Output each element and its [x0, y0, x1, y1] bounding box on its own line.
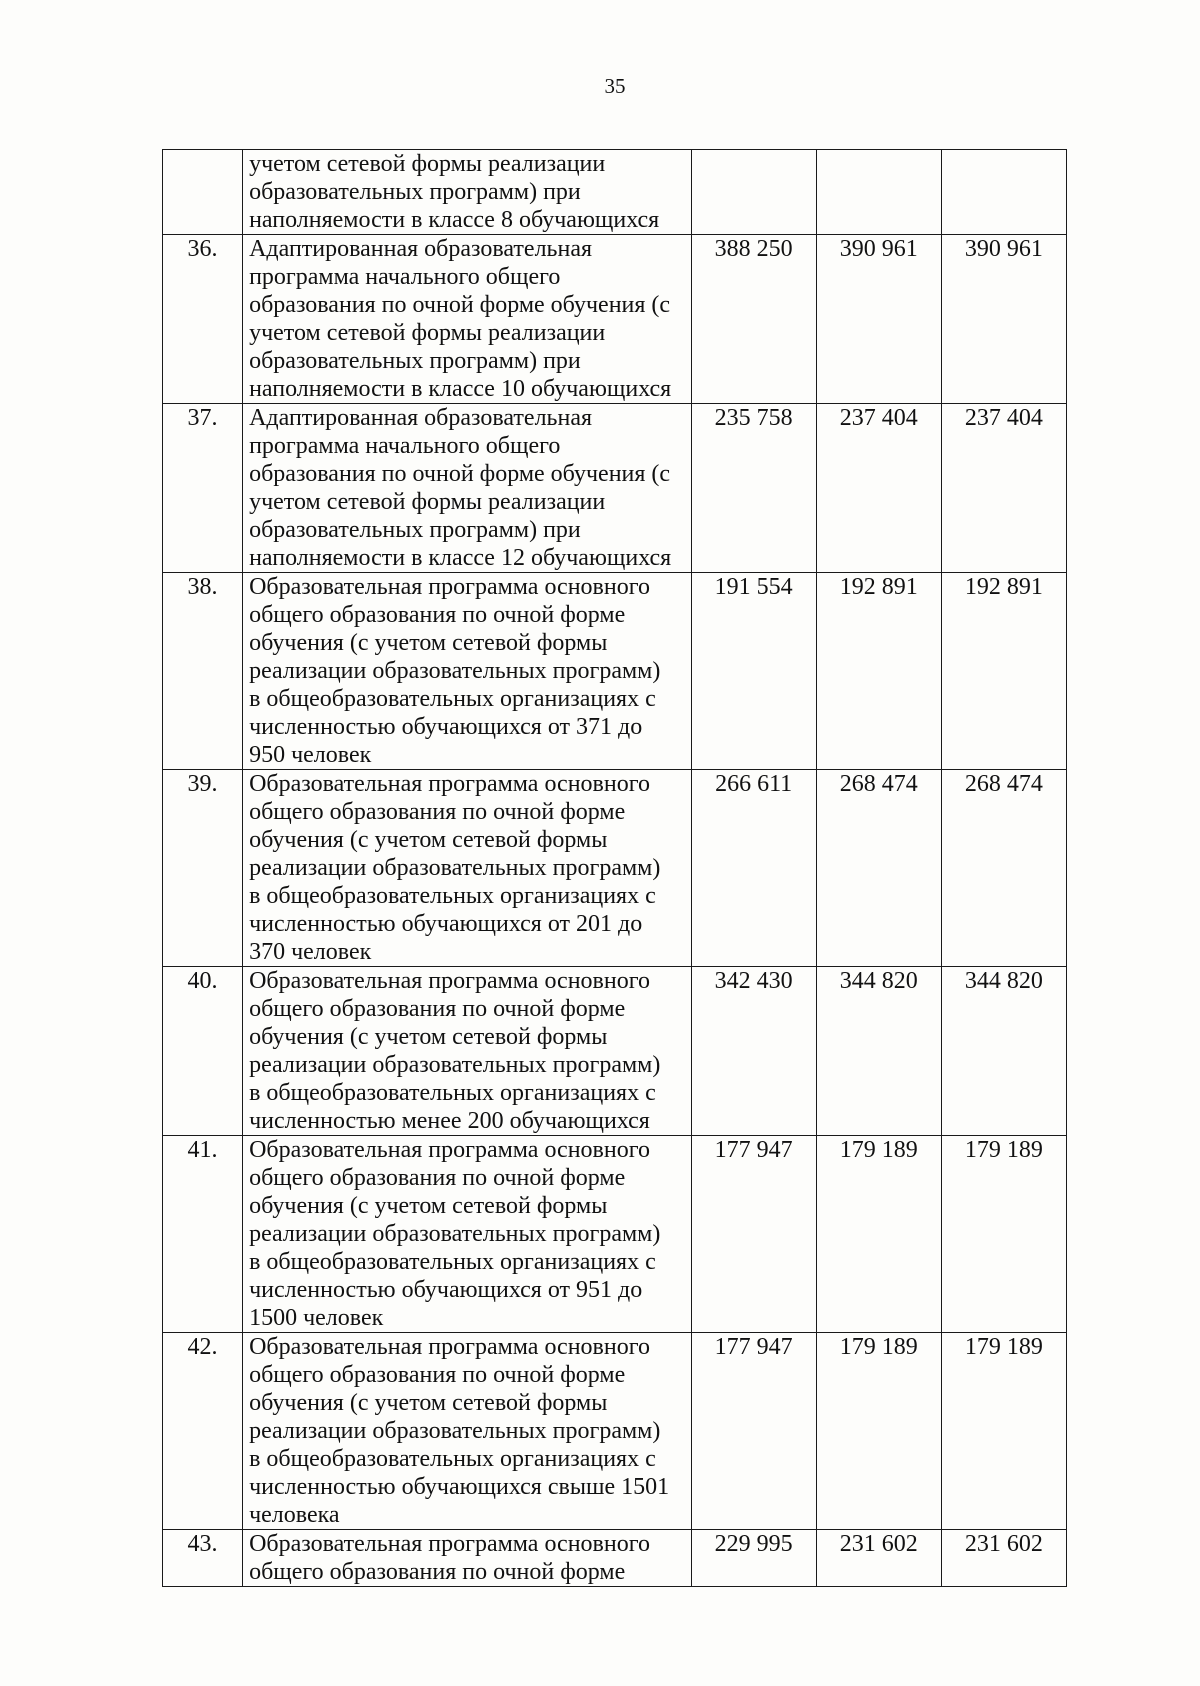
value-col-2: 192 891	[816, 573, 941, 770]
value-col-3: 231 602	[941, 1530, 1066, 1587]
table-row	[163, 1136, 1067, 1333]
value-col-3: 344 820	[941, 967, 1066, 1136]
value-col-1: 177 947	[691, 1136, 816, 1333]
program-description: Адаптированная образовательная программа начального общего образования по очной форме обучения (с учетом сетевой формы реализации образовательных программ) при наполняемости в классе 10 обучающихся	[243, 235, 691, 404]
value-col-3: 179 189	[941, 1136, 1066, 1333]
value-col-2: 237 404	[816, 404, 941, 573]
value-col-2: 179 189	[816, 1136, 941, 1333]
value-col-1: 177 947	[691, 1333, 816, 1530]
table-row	[163, 1333, 1067, 1530]
value-col-1: 388 250	[691, 235, 816, 404]
program-description: учетом сетевой формы реализации образовательных программ) при наполняемости в классе 8 обучающихся	[243, 150, 691, 235]
tariff-table	[162, 149, 1067, 1587]
value-col-2	[816, 150, 941, 235]
value-col-1: 229 995	[691, 1530, 816, 1587]
table-row	[163, 1530, 1067, 1587]
table-row	[163, 770, 1067, 967]
program-description: Образовательная программа основного общего образования по очной форме обучения (с учетом сетевой формы реализации образовательных программ) в общеобразовательных организациях с численностью обучающихся от 201 до 370 человек	[243, 770, 691, 967]
value-col-3: 268 474	[941, 770, 1066, 967]
table-row	[163, 150, 1067, 235]
value-col-2: 390 961	[816, 235, 941, 404]
value-col-2: 179 189	[816, 1333, 941, 1530]
program-description: Образовательная программа основного общего образования по очной форме обучения (с учетом сетевой формы реализации образовательных программ) в общеобразовательных организациях с численностью обучающихся от 371 до 950 человек	[243, 573, 691, 770]
row-number: 40.	[163, 967, 243, 1136]
value-col-3: 179 189	[941, 1333, 1066, 1530]
value-col-1: 235 758	[691, 404, 816, 573]
page-number: 35	[604, 74, 626, 98]
row-number: 37.	[163, 404, 243, 573]
table-row	[163, 404, 1067, 573]
row-number: 36.	[163, 235, 243, 404]
program-description: Образовательная программа основного общего образования по очной форме обучения (с учетом сетевой формы реализации образовательных программ) в общеобразовательных организациях с численностью обучающихся свыше 1501 человека	[243, 1333, 691, 1530]
value-col-3	[941, 150, 1066, 235]
row-number: 43.	[163, 1530, 243, 1587]
value-col-3: 192 891	[941, 573, 1066, 770]
value-col-3: 390 961	[941, 235, 1066, 404]
row-number: 42.	[163, 1333, 243, 1530]
value-col-2: 344 820	[816, 967, 941, 1136]
value-col-1	[691, 150, 816, 235]
row-number: 39.	[163, 770, 243, 967]
value-col-3: 237 404	[941, 404, 1066, 573]
program-description: Образовательная программа основного общего образования по очной форме	[243, 1530, 691, 1587]
program-description: Образовательная программа основного общего образования по очной форме обучения (с учетом сетевой формы реализации образовательных программ) в общеобразовательных организациях с численностью обучающихся от 951 до 1500 человек	[243, 1136, 691, 1333]
value-col-1: 342 430	[691, 967, 816, 1136]
table-row	[163, 235, 1067, 404]
row-number: 41.	[163, 1136, 243, 1333]
value-col-2: 231 602	[816, 1530, 941, 1587]
value-col-2: 268 474	[816, 770, 941, 967]
value-col-1: 191 554	[691, 573, 816, 770]
row-number	[163, 150, 243, 235]
program-description: Адаптированная образовательная программа начального общего образования по очной форме обучения (с учетом сетевой формы реализации образовательных программ) при наполняемости в классе 12 обучающихся	[243, 404, 691, 573]
table-row	[163, 573, 1067, 770]
row-number: 38.	[163, 573, 243, 770]
table-row	[163, 967, 1067, 1136]
program-description: Образовательная программа основного общего образования по очной форме обучения (с учетом сетевой формы реализации образовательных программ) в общеобразовательных организациях с численностью менее 200 обучающихся	[243, 967, 691, 1136]
value-col-1: 266 611	[691, 770, 816, 967]
